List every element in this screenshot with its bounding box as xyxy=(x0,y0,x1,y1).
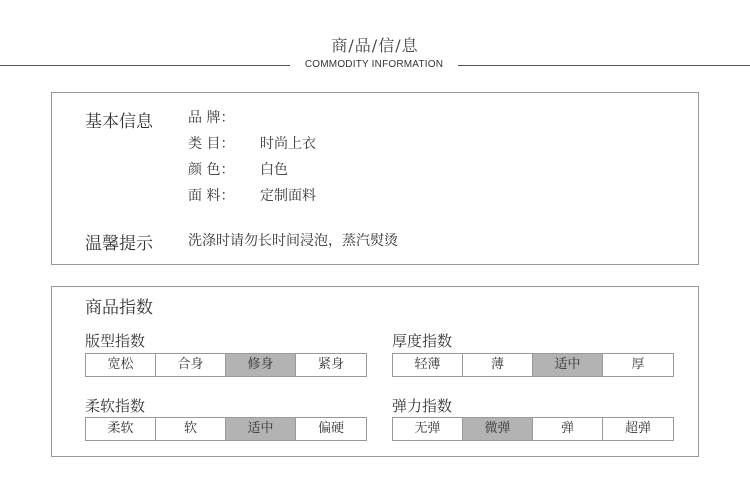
header-divider xyxy=(0,58,750,72)
divider-line-left xyxy=(0,65,290,66)
page-subtitle: COMMODITY INFORMATION xyxy=(304,59,444,70)
scale-option: 轻薄 xyxy=(393,354,463,376)
basic-info-label: 基本信息 xyxy=(85,112,153,132)
scale-elasticity xyxy=(392,417,674,441)
info-value: 定制面料 xyxy=(260,188,316,204)
scale-option: 修身 xyxy=(226,354,296,376)
scale-fit xyxy=(85,353,367,377)
product-index-panel xyxy=(51,286,699,457)
info-key: 面 料： xyxy=(188,188,235,204)
scale-option: 偏硬 xyxy=(296,418,366,440)
scale-option: 合身 xyxy=(156,354,226,376)
index-title: 商品指数 xyxy=(85,298,153,318)
scale-thickness xyxy=(392,353,674,377)
scale-option: 弹 xyxy=(533,418,603,440)
scale-softness xyxy=(85,417,367,441)
scale-option: 薄 xyxy=(463,354,533,376)
scale-option: 软 xyxy=(156,418,226,440)
tip-text: 洗涤时请勿长时间浸泡，蒸汽熨烫 xyxy=(188,233,398,249)
group-label-softness: 柔软指数 xyxy=(85,397,146,415)
info-value: 白色 xyxy=(260,162,288,178)
info-row-category xyxy=(188,133,316,153)
group-label-fit: 版型指数 xyxy=(85,332,146,350)
scale-option: 适中 xyxy=(533,354,603,376)
basic-info-panel xyxy=(51,92,699,265)
info-row-color xyxy=(188,159,288,179)
info-key: 类 目： xyxy=(188,136,235,152)
group-label-thickness: 厚度指数 xyxy=(392,332,453,350)
tip-label: 温馨提示 xyxy=(85,234,153,254)
info-key: 品 牌： xyxy=(188,110,235,126)
divider-line-right xyxy=(458,65,750,66)
scale-option: 紧身 xyxy=(296,354,366,376)
info-key: 颜 色： xyxy=(188,162,235,178)
scale-option: 宽松 xyxy=(86,354,156,376)
scale-option: 无弹 xyxy=(393,418,463,440)
scale-option: 微弹 xyxy=(463,418,533,440)
scale-option: 厚 xyxy=(603,354,673,376)
scale-option: 柔软 xyxy=(86,418,156,440)
scale-option: 适中 xyxy=(226,418,296,440)
info-row-brand xyxy=(188,107,260,127)
group-label-elasticity: 弹力指数 xyxy=(392,397,453,415)
info-row-fabric xyxy=(188,185,316,205)
page-title: 商/品/信/息 xyxy=(331,36,419,55)
info-value: 时尚上衣 xyxy=(260,136,316,152)
scale-option: 超弹 xyxy=(603,418,673,440)
